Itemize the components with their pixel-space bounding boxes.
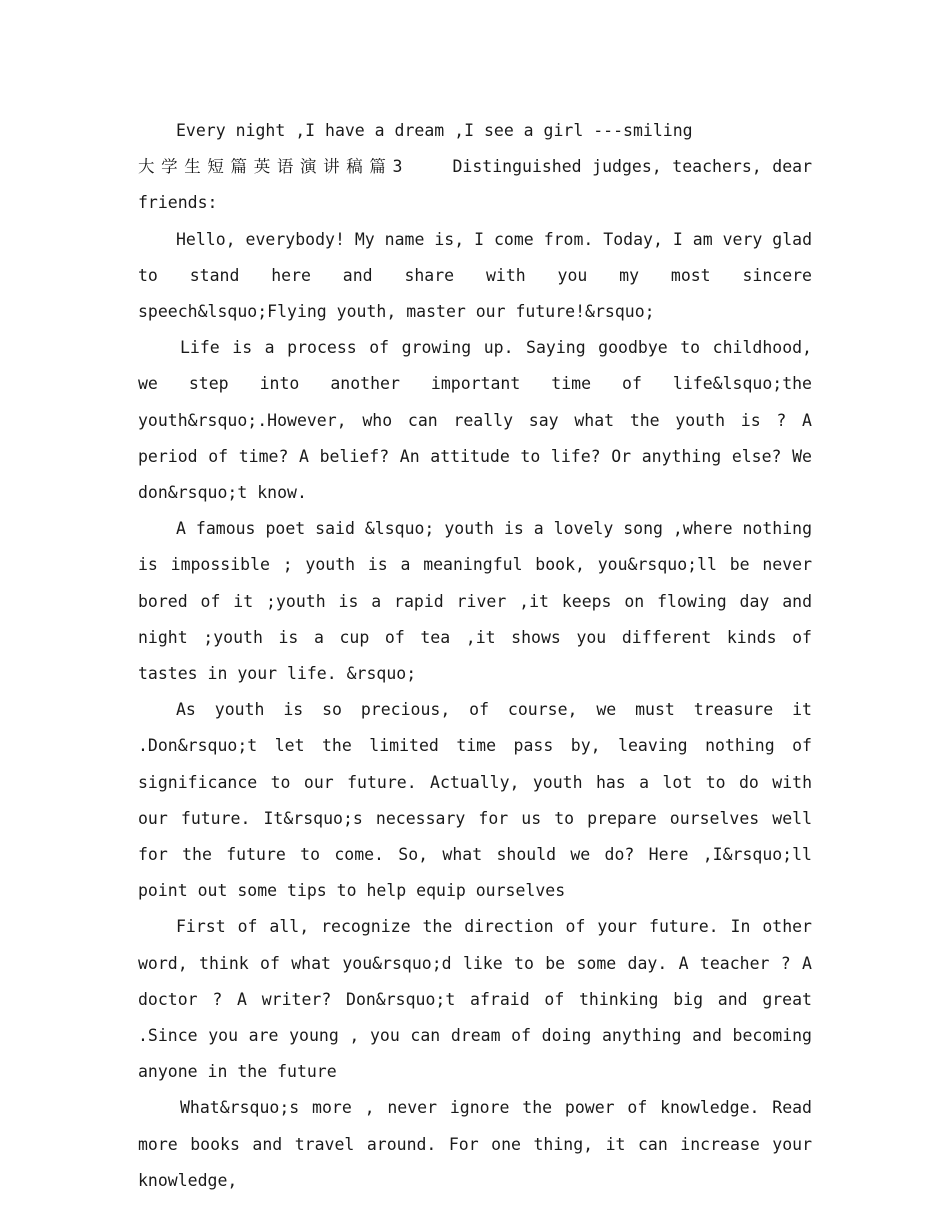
heading-line xyxy=(138,149,812,221)
document-page xyxy=(138,113,812,1199)
paragraph-intro-line: Every night ,I have a dream ,I see a girl ---smiling xyxy=(176,121,693,140)
paragraph-whats-more: What&rsquo;s more , never ignore the power of knowledge. Read more books and travel around. For one thing, it can increase your knowledge, xyxy=(138,1098,812,1190)
paragraph-life-process: Life is a process of growing up. Saying goodbye to childhood, we step into another important time of life&lsquo;the youth&rsquo;.However, who can really say what the youth is ? A period of time? A belief? An attitude to life? Or anything else? We don&rsquo;t know. xyxy=(138,338,812,503)
paragraph-youth-precious: As youth is so precious, of course, we must treasure it .Don&rsquo;t let the limited time pass by, leaving nothing of significance to our future. Actually, youth has a lot to do with our future. It&rsquo;s necessary for us to prepare ourselves well for the future to come. So, what should we do? Here ,I&rsquo;ll point out some tips to help equip ourselves xyxy=(138,700,812,901)
salutation: Distinguished judges, teachers, dear friends: xyxy=(138,157,813,213)
paragraph-famous-poet: A famous poet said &lsquo; youth is a lovely song ,where nothing is impossible ; youth is a meaningful book, you&rsquo;ll be never bored of it ;youth is a rapid river ,it keeps on flowing day and night ;youth is a cup of tea ,it shows you different kinds of tastes in your life. &rsquo; xyxy=(138,519,812,684)
paragraph-first-of-all: First of all, recognize the direction of your future. In other word, think of what you&rsquo;d like to be some day. A teacher ? A doctor ? A writer? Don&rsquo;t afraid of thinking big and great .Since you are young , you can dream of doing anything and becoming anyone in the future xyxy=(138,917,812,1082)
paragraph-greeting: Hello, everybody! My name is, I come from. Today, I am very glad to stand here and share with you my most sincere speech&lsquo;Flying youth, master our future!&rsquo; xyxy=(138,229,812,322)
section-title: 大学生短篇英语演讲稿篇3 xyxy=(138,157,409,177)
